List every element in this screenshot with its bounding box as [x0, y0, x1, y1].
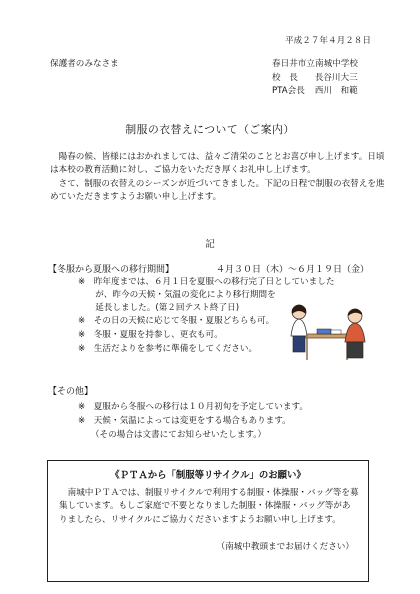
school-name: 春日井市立南城中学校 [272, 59, 358, 69]
recycle-box [47, 460, 369, 582]
transition-heading: 【冬服から夏服への移行期間】 [48, 265, 175, 275]
transition-item: 延長しました。(第２回テスト終了日) [78, 303, 240, 313]
pta-line [272, 86, 358, 100]
pta-role: PTA会長 [272, 86, 305, 96]
principal-line [272, 73, 358, 87]
desk-shape [303, 334, 351, 338]
pta-name: 西川 和範 [314, 86, 358, 96]
transition-item: ※ その日の天候に応じて冬服・夏服どちらも可。 [78, 316, 275, 326]
recipient: 保護者のみなさま [50, 59, 119, 69]
ki-heading: 記 [205, 239, 215, 250]
document-date: 平成２７年４月２８日 [285, 36, 371, 46]
other-heading: 【その他】 [48, 387, 94, 397]
other-item: （その場合は文書にてお知らせいたします。） [78, 430, 267, 440]
document-title: 制服の衣替えについて（ご案内） [125, 123, 295, 136]
principal-role: 校 長 [272, 72, 298, 83]
transition-item: ※ 生活だよりを参考に準備をしてください。 [78, 344, 258, 354]
other-item: ※ 夏服から冬服への移行は１０月初旬を予定しています。 [78, 402, 308, 412]
transition-period: ４月３０日（木）～６月１９日（金） [216, 265, 370, 275]
transition-item: ※ 昨年度までは、６月１日を夏服への移行完了日としていました [78, 277, 335, 287]
intro-text [50, 151, 386, 204]
sender-block [272, 59, 358, 100]
intro-paragraph-2: さて、制服の衣替えのシーズンが近づいてきました。下記の日程で制服の衣替えを進めていただきますようお願い申し上げます。 [50, 178, 385, 202]
recycle-paragraph: 南城中ＰＴＡでは、制服リサイクルで利用する制服・体操服・バッグ等を募集しています。もしご家庭で不要となりました制服・体操服・バッグ等がありましたら、リサイクルにご協力くださいますようお願い申し上げます。 [59, 488, 359, 525]
recycle-title: 《ＰＴＡから「制服等リサイクル」のお願い》 [110, 470, 306, 481]
intro-paragraph-1: 陽春の候、皆様にはおかれましては、益々ご清栄のこととお喜び申し上げます。日頃は本校の教育活動に対し、ご協力をいただき厚くお礼申し上げます。 [50, 152, 385, 176]
recycle-body [59, 487, 359, 527]
other-item: ※ 天候・気温によっては変更をする場合もあります。 [78, 416, 291, 426]
students-illustration [289, 296, 371, 364]
transition-item: ※ 冬服・夏服を持参し、更衣も可。 [78, 330, 223, 340]
principal-name: 長谷川大三 [314, 72, 358, 83]
transition-item: が、昨今の天候・気温の変化により移行期間を [78, 290, 276, 300]
recycle-note: （南城中教頭までお届けください） [216, 542, 354, 552]
